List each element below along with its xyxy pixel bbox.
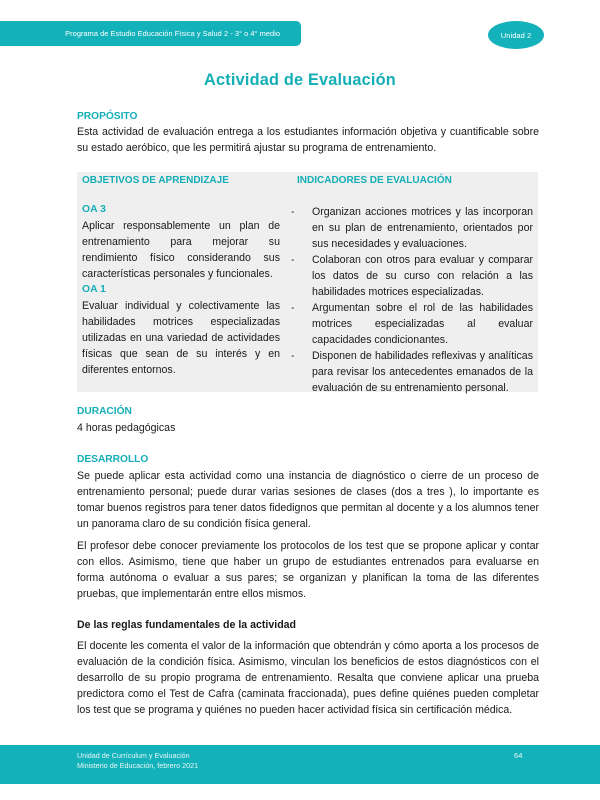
footer-ministry: Ministerio de Educación, febrero 2021 [77,761,199,770]
reglas-heading: De las reglas fundamentales de la actividad [77,619,297,631]
objective-text: Aplicar responsablemente un plan de entrenamiento para mejorar su rendimiento físico considerando sus características personales y funcionales. [82,220,280,280]
objective-text: Evaluar individual y colectivamente las habilidades motrices especializadas utilizadas en una variedad de actividades físicas que sean de su interés y en diferentes entornos. [82,300,280,376]
dash-bullet-icon: - [291,254,295,266]
indicator-item [287,252,533,300]
program-header-bar [0,21,301,46]
indicator-text: Argumentan sobre el rol de las habilidades motrices especializadas al evaluar capacidades condicionantes. [312,302,533,346]
page-title: Actividad de Evaluación [204,71,396,89]
footer-bar [0,745,600,784]
objective-item [82,282,280,378]
duracion-heading: DURACIÓN [77,406,132,417]
dash-bullet-icon: - [291,206,295,218]
objective-item [82,202,280,282]
desarrollo-paragraph: Se puede aplicar esta actividad como una instancia de diagnóstico o cierre de un proceso de entrenamiento personal; puede durar varias sesiones de clases (dos a tres ), lo importante es tomar buenos registros para tener datos fidedignos que permitan al docente y a los alumnos tener un panorama claro de su condición física general. [77,470,539,530]
indicator-text: Colaboran con otros para evaluar y comparar los datos de su curso con relación a las habilidades motrices especializadas. [312,254,533,298]
indicator-item [287,348,533,396]
footer-unit: Unidad de Currículum y Evaluación [77,751,190,760]
proposito-heading: PROPÓSITO [77,111,138,122]
objetivos-column [82,202,280,378]
proposito-text: Esta actividad de evaluación entrega a los estudiantes información objetiva y cuantificable sobre su estado aeróbico, que les permitirá ajustar su programa de entrenamiento. [77,126,539,154]
duracion-text: 4 horas pedagógicas [77,422,176,434]
dash-bullet-icon: - [291,302,295,314]
desarrollo-heading: DESARROLLO [77,454,149,465]
objective-code: OA 3 [82,204,106,215]
objective-code: OA 1 [82,284,106,295]
indicator-text: Organizan acciones motrices y las incorporan en su plan de entrenamiento, orientados por sus necesidades y evaluaciones. [312,206,533,250]
page-number: 64 [514,751,523,760]
reglas-text: El docente les comenta el valor de la información que obtendrán y cómo aporta a los procesos de evaluación de la condición física. Asimismo, vinculan los beneficios de estos diagnósticos con el desarrollo de su propio programa de entrenamiento. Resalta que conviene aplicar una prueba predictora como el Test de Cafra (caminata fraccionada), pues define quiénes pueden completar los test que se programa y quiénes no pueden hacer actividad física sin certificación médica. [77,640,539,716]
objectives-indicators-table [77,172,538,392]
indicadores-column [287,204,533,396]
dash-bullet-icon: - [291,350,295,362]
desarrollo-paragraph: El profesor debe conocer previamente los protocolos de los test que se propone aplicar y contar con ellos. Asimismo, tiene que haber un grupo de estudiantes entrenados para evaluarse en forma autónoma o evaluar a sus pares; se organizan y planifican la toma de las diferentes pruebas, que implementarán entre ellos mismos. [77,540,539,600]
indicator-item [287,204,533,252]
unit-badge-label: Unidad 2 [500,30,532,40]
objetivos-column-header: OBJETIVOS DE APRENDIZAJE [82,175,229,186]
program-title: Programa de Estudio Educación Física y Salud 2 - 3° o 4° medio [65,29,280,38]
indicator-item [287,300,533,348]
indicator-text: Disponen de habilidades reflexivas y analíticas para revisar los antecedentes emanados de la evaluación de su entrenamiento personal. [312,350,533,394]
indicadores-column-header: INDICADORES DE EVALUACIÓN [297,175,452,186]
unit-badge [488,21,544,49]
